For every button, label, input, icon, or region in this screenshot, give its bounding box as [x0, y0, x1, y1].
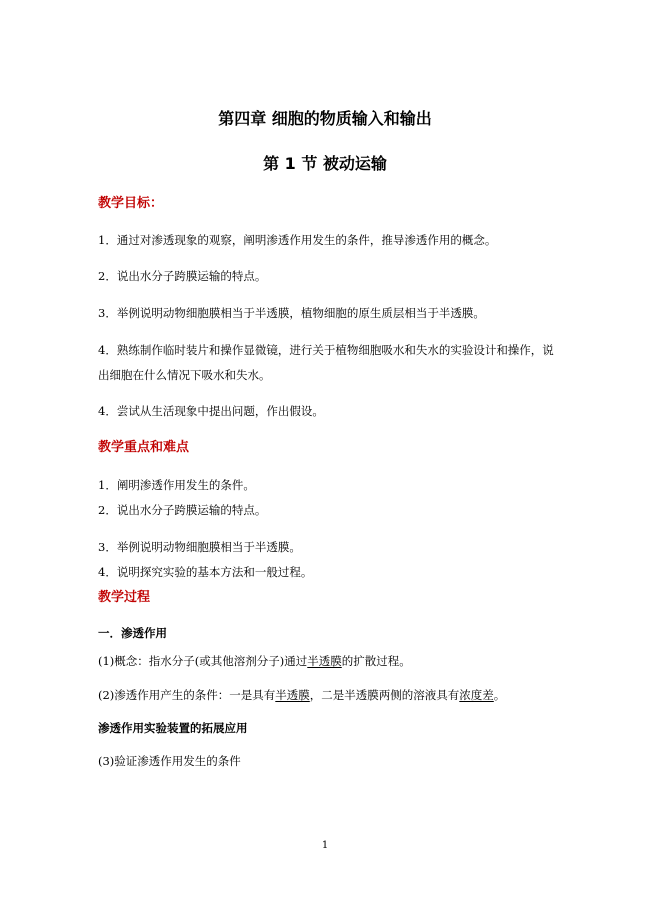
- objectives-heading: 教学目标：: [98, 196, 164, 211]
- concept-line: [98, 653, 411, 669]
- conditions-line: [98, 687, 505, 703]
- objective-item-continued: 出细胞在什么情况下吸水和失水。: [98, 368, 271, 382]
- section-title: 第 1 节 被动运输: [263, 154, 387, 173]
- conditions-underlined-term-2: 浓度差: [459, 688, 494, 702]
- objective-item: 4．尝试从生活现象中提出问题，作出假设。: [98, 404, 324, 418]
- extension-subheading: 渗透作用实验装置的拓展应用: [98, 721, 248, 735]
- objective-item: 1．通过对渗透现象的观察，阐明渗透作用发生的条件，推导渗透作用的概念。: [98, 233, 497, 247]
- concept-suffix: 的扩散过程。: [341, 654, 411, 668]
- key-point-item: 2．说出水分子跨膜运输的特点。: [98, 503, 267, 517]
- key-point-item: 3．举例说明动物细胞膜相当于半透膜。: [98, 540, 301, 554]
- conditions-middle: ，二是半透膜两侧的溶液具有: [309, 688, 460, 702]
- objective-item: 3．举例说明动物细胞膜相当于半透膜，植物细胞的原生质层相当于半透膜。: [98, 306, 485, 320]
- conditions-prefix: (2)渗透作用产生的条件：一是具有: [98, 688, 276, 702]
- key-point-item: 4．说明探究实验的基本方法和一般过程。: [98, 565, 313, 579]
- verify-line: (3)验证渗透作用发生的条件: [98, 754, 241, 768]
- key-points-heading: 教学重点和难点: [98, 440, 190, 455]
- page-number: 1: [321, 840, 329, 851]
- concept-prefix: (1)概念：指水分子(或其他溶剂分子)通过: [98, 654, 308, 668]
- section-one-heading: 一．渗透作用: [98, 626, 167, 640]
- concept-underlined-term: 半透膜: [307, 654, 342, 668]
- objective-item: 2．说出水分子跨膜运输的特点。: [98, 269, 267, 283]
- objective-item: 4．熟练制作临时装片和操作显微镜，进行关于植物细胞吸水和失水的实验设计和操作，说: [98, 343, 554, 357]
- process-heading: 教学过程: [98, 590, 151, 605]
- key-point-item: 1．阐明渗透作用发生的条件。: [98, 478, 255, 492]
- conditions-suffix: 。: [493, 688, 506, 702]
- chapter-title: 第四章 细胞的物质输入和输出: [218, 109, 432, 128]
- conditions-underlined-term-1: 半透膜: [275, 688, 310, 702]
